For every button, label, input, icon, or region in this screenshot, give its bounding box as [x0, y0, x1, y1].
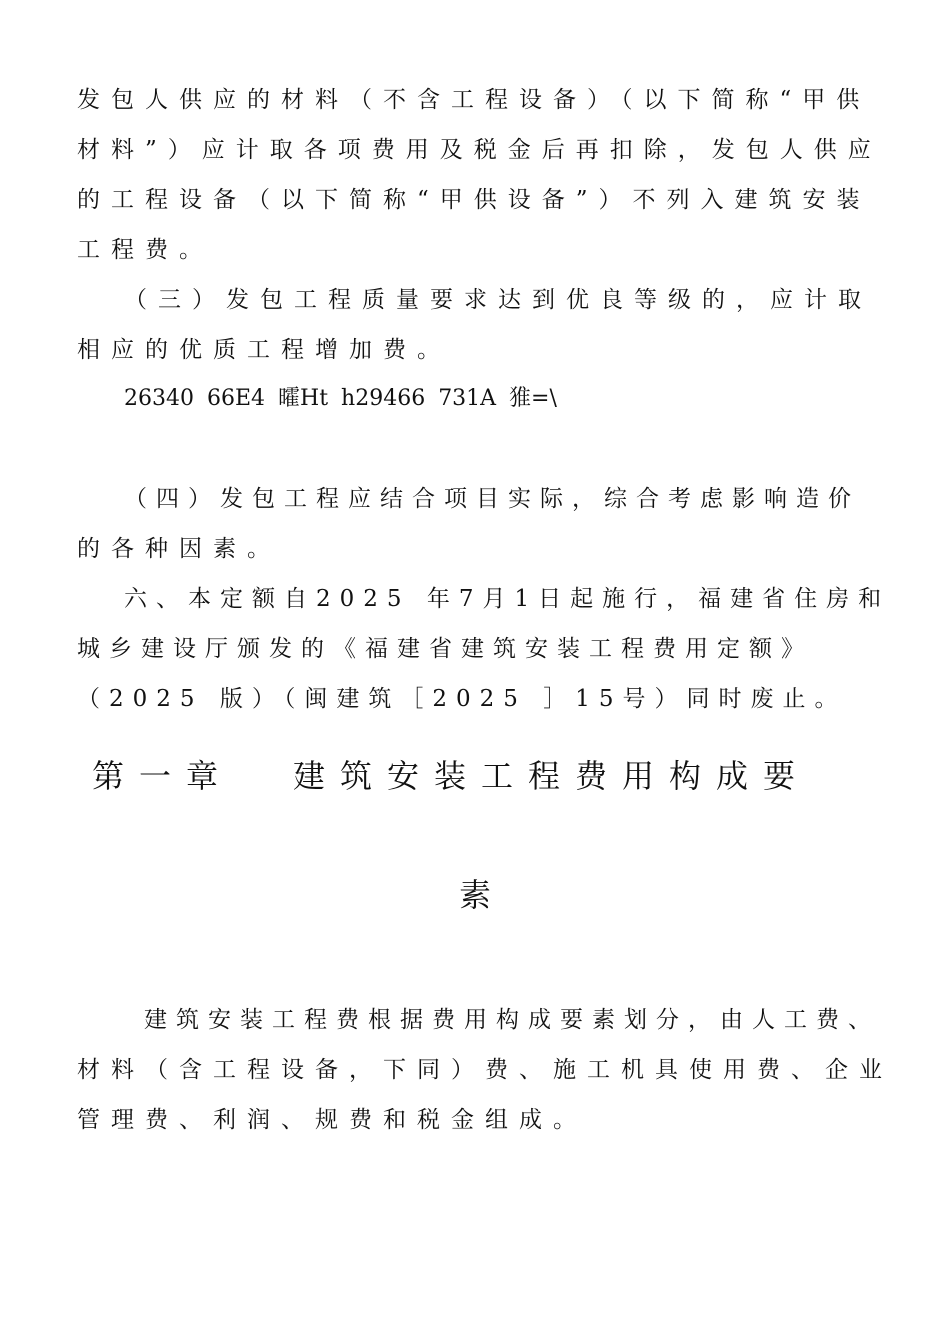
paragraph-line: （三）发包工程质量要求达到优良等级的，应计取: [124, 287, 872, 313]
paragraph-line: （2025 版）（闽建筑［2025 ］15号）同时废止。: [77, 686, 847, 712]
paragraph-line: 材料”）应计取各项费用及税金后再扣除，发包人供应: [77, 137, 882, 163]
paragraph-line: （四）发包工程应结合项目实际，综合考虑影响造价: [124, 486, 860, 512]
paragraph-line: 管理费、利润、规费和税金组成。: [77, 1107, 587, 1133]
paragraph-line: 工程费。: [77, 237, 213, 263]
chapter-title-continuation: 素: [458, 876, 491, 914]
paragraph-line: 建筑安装工程费根据费用构成要素划分，由人工费、: [144, 1007, 880, 1033]
paragraph-line: 发包人供应的材料（不含工程设备）（以下简称“甲供: [77, 87, 871, 113]
garbled-text-line: 26340 66E4 曤Ht h29466 731A 猚=\: [124, 386, 557, 411]
paragraph-line: 的各种因素。: [77, 536, 281, 562]
paragraph-line: 六、本定额自2025 年7月1日起施行，福建省住房和: [124, 586, 891, 612]
chapter-heading: [92, 756, 872, 796]
paragraph-line: 材料（含工程设备，下同）费、施工机具使用费、企业: [77, 1057, 893, 1083]
chapter-title: 建筑安装工程费用构成要: [293, 757, 811, 795]
paragraph-line: 相应的优质工程增加费。: [77, 337, 451, 363]
paragraph-line: 的工程设备（以下简称“甲供设备”）不列入建筑安装: [77, 187, 871, 213]
chapter-number: 第一章: [92, 757, 234, 795]
paragraph-line: 城乡建设厅颁发的《福建省建筑安装工程费用定额》: [77, 636, 813, 662]
